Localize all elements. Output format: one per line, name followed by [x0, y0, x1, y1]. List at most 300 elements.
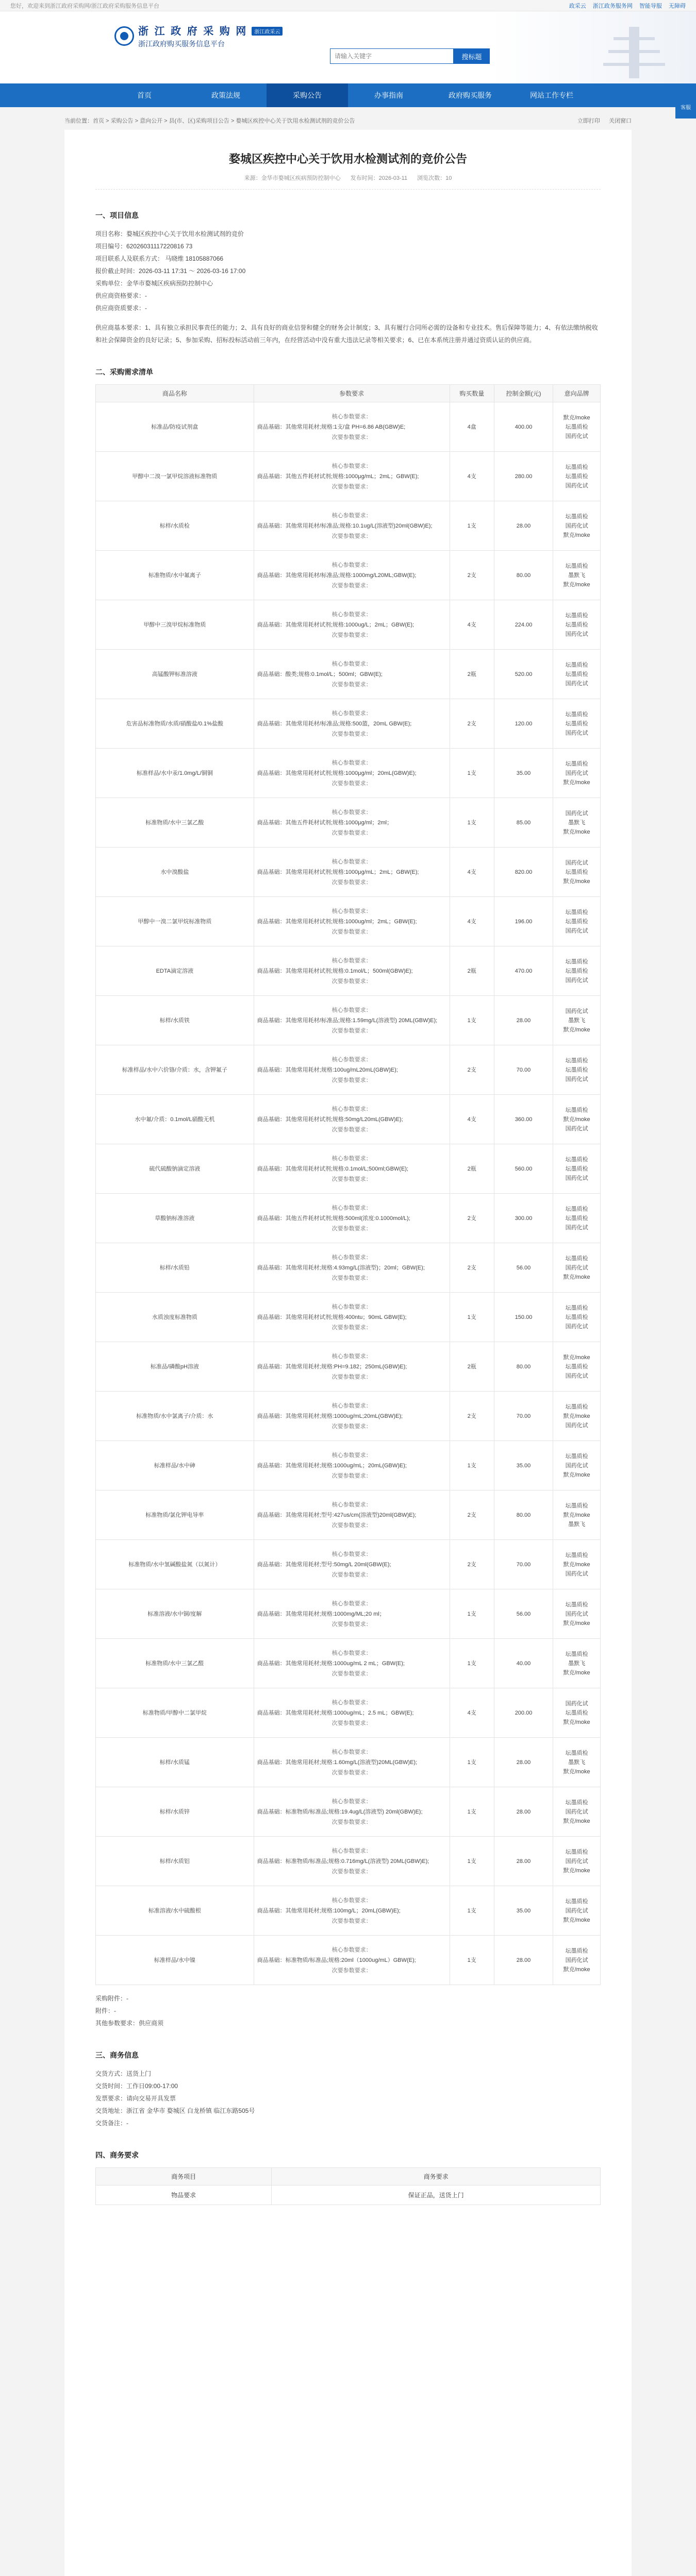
item-brands: [553, 551, 601, 600]
spec-core-label: 核心参数要求：: [332, 1501, 372, 1508]
brand-name: 默克/moke: [563, 1561, 590, 1568]
spec-text: 商品基础：其他常用耗材;型号:427us/cm(溶液型)20ml(GBW)E);: [257, 1512, 417, 1518]
breadcrumb[interactable]: 当前位置：首页 > 采购公告 > 意向公开 > 县(市、区)采购项目公告 > 婺城区疾控中心关于饮用水检测试剂的竞价公告: [64, 118, 355, 124]
spec-text: 商品基础：其他常用耗材;规格:1000ug/mL；20mL(GBW)E);: [257, 1462, 407, 1469]
item-spec: [254, 1936, 450, 1985]
item-qty: 1支: [450, 1787, 494, 1837]
item-name: 草酸钠标准溶液: [96, 1194, 254, 1243]
item-qty: 2瓶: [450, 1342, 494, 1392]
spec-secondary-label: 次要参数要求：: [332, 1027, 372, 1034]
item-price: 70.00: [494, 1392, 553, 1441]
item-name: 标准品/磷酸pH溶液: [96, 1342, 254, 1392]
nav-home[interactable]: 首页: [137, 91, 152, 99]
spec-text: 商品基础：其他常用耗材;规格:1000ug/mL;20mL(GBW)E);: [257, 1413, 403, 1419]
table-row: [96, 1787, 601, 1837]
item-price: 35.00: [494, 749, 553, 798]
table-row: [96, 1392, 601, 1441]
main-nav: [0, 83, 696, 107]
meta-views: 浏览次数：10: [417, 175, 452, 181]
item-name: 硫代硫酸钠滴定溶液: [96, 1144, 254, 1194]
table-row: [96, 1243, 601, 1293]
item-name: 标准物质/水中氯离子/介质：水: [96, 1392, 254, 1441]
business-line: 交货方式：送货上门: [95, 2070, 152, 2077]
brand-name: 坛墨质检: [565, 918, 588, 925]
item-name: 标准样品/水中砷: [96, 1441, 254, 1490]
item-brands: [553, 1837, 601, 1886]
spec-secondary-label: 次要参数要求：: [332, 1571, 372, 1578]
item-price: 400.00: [494, 402, 553, 452]
item-qty: 1支: [450, 1293, 494, 1342]
spec-core-label: 核心参数要求：: [332, 1205, 372, 1211]
item-price: 470.00: [494, 946, 553, 996]
item-name: 标准物质/水中三氯乙酸: [96, 798, 254, 848]
brand-name: 墨默飞: [568, 572, 586, 579]
spec-secondary-label: 次要参数要求：: [332, 1077, 372, 1083]
item-qty: 4支: [450, 600, 494, 650]
col-price: 控制金额(元): [494, 385, 553, 402]
spec-text: 商品基础：其他常用耗材;规格:1支/盒 PH=6.86 AB(GBW)E;: [257, 423, 406, 430]
spec-secondary-label: 次要参数要求：: [332, 1176, 372, 1182]
brand-name: 国药化试: [565, 1858, 588, 1865]
brand-name: 国药化试: [565, 1076, 588, 1082]
spec-core-label: 核心参数要求：: [332, 1897, 372, 1904]
brand-name: 默克/moke: [563, 1471, 590, 1478]
item-spec: [254, 650, 450, 699]
spec-secondary-label: 次要参数要求：: [332, 879, 372, 886]
item-brands: [553, 650, 601, 699]
item-price: 40.00: [494, 1639, 553, 1688]
brand-name: 墨默飞: [568, 819, 586, 826]
supplier-requirements: 供应商基本要求：1、具有独立承担民事责任的能力；2、具有良好的商业信誉和健全的财务会计制度；3、具有履行合同所必需的设备和专业技术。售后保障等能力；4、有依法缴纳税收和社会保障资金的良好记录；5、参加采购、招标投标活动前三年内，在经营活动中没有重大违法记录等相关要求；6、已在本系统注册并通过资质认证的供应商。: [95, 324, 598, 344]
brand-name: 坛墨质检: [565, 958, 588, 965]
brand-name: 国药化试: [565, 977, 588, 984]
top-bar: [0, 0, 696, 11]
brand-name: 国药化试: [565, 1957, 588, 1963]
item-brands: [553, 1144, 601, 1194]
spec-secondary-label: 次要参数要求：: [332, 1621, 372, 1628]
close-window-button[interactable]: 关闭窗口: [609, 118, 632, 124]
table-row: [96, 1095, 601, 1144]
brand-name: 坛墨质检: [565, 1502, 588, 1509]
welcome-notice: 您好，欢迎来到浙江政府采购网/浙江政府采购服务信息平台: [10, 3, 160, 9]
brand-name: 坛墨质检: [565, 720, 588, 727]
spec-secondary-label: 次要参数要求：: [332, 978, 372, 985]
item-spec: [254, 1342, 450, 1392]
spec-core-label: 核心参数要求：: [332, 809, 372, 816]
spec-core-label: 核心参数要求：: [332, 1650, 372, 1656]
item-spec: [254, 1392, 450, 1441]
table-row: [96, 2185, 601, 2205]
section-project-info-title: 一、项目信息: [95, 211, 139, 219]
item-spec: [254, 946, 450, 996]
item-brands: [553, 1194, 601, 1243]
item-price: 80.00: [494, 1342, 553, 1392]
brand-name: 坛墨质检: [565, 1552, 588, 1558]
print-button[interactable]: 立即打印: [577, 118, 600, 124]
spec-core-label: 核心参数要求：: [332, 1007, 372, 1013]
brand-name: 国药化试: [565, 927, 588, 934]
spec-core-label: 核心参数要求：: [332, 1353, 372, 1360]
item-price: 56.00: [494, 1589, 553, 1639]
brand-name: 国药化试: [565, 1224, 588, 1231]
business-item: 物品要求: [96, 2185, 272, 2205]
item-spec: [254, 897, 450, 946]
item-spec: [254, 551, 450, 600]
item-spec: [254, 1639, 450, 1688]
item-qty: 1支: [450, 1837, 494, 1886]
spec-secondary-label: 次要参数要求：: [332, 1225, 372, 1232]
section-business-title: 三、商务信息: [95, 2051, 139, 2059]
search-input[interactable]: [330, 48, 454, 64]
meta-date: 发布时间：2026-03-11: [350, 175, 408, 181]
item-spec: [254, 848, 450, 897]
section-items-title: 二、采购需求清单: [95, 368, 153, 376]
item-name: 标准品/防疫试剂盒: [96, 402, 254, 452]
nav-announcements[interactable]: 采购公告: [267, 83, 348, 107]
nav-policy[interactable]: 政策法规: [211, 91, 240, 99]
item-brands: [553, 1441, 601, 1490]
brand-name: 坛墨质检: [565, 711, 588, 718]
item-brands: [553, 798, 601, 848]
brand-name: 默克/moke: [563, 1354, 590, 1361]
page-title: 婺城区疾控中心关于饮用水检测试剂的竞价公告: [228, 152, 467, 165]
top-links: [564, 2, 686, 10]
table-row: [96, 1540, 601, 1589]
item-qty: 1支: [450, 798, 494, 848]
item-spec: [254, 798, 450, 848]
spec-secondary-label: 次要参数要求：: [332, 533, 372, 539]
business-lines: [95, 2067, 601, 2129]
brand-name: 坛墨质检: [565, 1066, 588, 1073]
brand-name: 国药化试: [565, 1175, 588, 1181]
table-row: [96, 1194, 601, 1243]
brand-name: 坛墨质检: [565, 1750, 588, 1756]
item-qty: 1支: [450, 749, 494, 798]
brand-name: 坛墨质检: [565, 513, 588, 520]
spec-core-label: 核心参数要求：: [332, 858, 372, 865]
col-business-item: 商务项目: [96, 2168, 272, 2185]
item-name: 标准物质/水中氟离子: [96, 551, 254, 600]
item-qty: 2支: [450, 699, 494, 749]
item-spec: [254, 1441, 450, 1490]
item-brands: [553, 452, 601, 501]
nav-guide[interactable]: 办事指南: [374, 91, 403, 99]
brand-name: 坛墨质检: [565, 671, 588, 677]
spec-core-label: 核心参数要求：: [332, 413, 372, 420]
nav-columns[interactable]: 网站工作专栏: [530, 91, 573, 99]
spec-core-label: 核心参数要求：: [332, 1056, 372, 1063]
brand-name: 坛墨质检: [565, 760, 588, 767]
spec-text: 商品基础：其他常用耗材;规格:100mg/L；20mL(GBW)E);: [257, 1907, 401, 1914]
spec-text: 商品基础：其他常用耗材;规格:PH=9.182；250mL(GBW)E);: [257, 1363, 407, 1370]
item-qty: 1支: [450, 501, 494, 551]
business-req: 保证正品，送货上门: [272, 2185, 601, 2205]
breadcrumb-bar: [64, 111, 632, 130]
site-logo[interactable]: [114, 23, 283, 49]
brand-name: 国药化试: [565, 631, 588, 637]
brand-name: 墨默飞: [568, 1660, 586, 1667]
item-brands: [553, 402, 601, 452]
spec-secondary-label: 次要参数要求：: [332, 928, 372, 935]
table-row: [96, 1144, 601, 1194]
item-name: 甲醇中一溴二氯甲烷标准物质: [96, 897, 254, 946]
spec-secondary-label: 次要参数要求：: [332, 1275, 372, 1281]
spec-secondary-label: 次要参数要求：: [332, 1769, 372, 1776]
table-row: [96, 946, 601, 996]
spec-text: 商品基础：其他常用耗材试剂;规格:1000ug/L；2mL；GBW(E);: [257, 621, 415, 628]
spec-text: 商品基础：其他常用耗材试剂;规格:400ntu；90mL GBW(E);: [257, 1314, 407, 1320]
brand-name: 国药化试: [565, 680, 588, 687]
table-row: [96, 501, 601, 551]
business-line: 交货时间：工作日09:00-17:00: [95, 2082, 178, 2090]
table-row: [96, 996, 601, 1045]
spec-text: 商品基础：其他常用耗材;规格:1000ug/mL 2 mL；GBW(E);: [257, 1660, 405, 1667]
table-row: [96, 848, 601, 897]
brand-name: 国药化试: [565, 1422, 588, 1429]
spec-secondary-label: 次要参数要求：: [332, 1967, 372, 1974]
item-spec: [254, 501, 450, 551]
item-price: 80.00: [494, 551, 553, 600]
brand-name: 坛墨质检: [565, 1898, 588, 1905]
table-row: [96, 551, 601, 600]
spec-text: 商品基础：标准物质/标准品;规格:0.716mg/L(溶液型) 20ML(GBW)E);: [257, 1858, 429, 1865]
spec-core-label: 核心参数要求：: [332, 1551, 372, 1557]
spec-text: 商品基础：标准物质/标准品;规格:20ml（1000ug/mL）GBW(E);: [257, 1957, 416, 1963]
table-row: [96, 1589, 601, 1639]
item-brands: [553, 1936, 601, 1985]
item-name: 危害品标准物质/水质/硝酸盐/0.1%盐酸: [96, 699, 254, 749]
top-link-0[interactable]: 政采云: [569, 3, 586, 9]
table-row: [96, 402, 601, 452]
brand-name: 坛墨质检: [565, 869, 588, 875]
spec-core-label: 核心参数要求：: [332, 957, 372, 964]
spec-core-label: 核心参数要求：: [332, 463, 372, 469]
item-spec: [254, 996, 450, 1045]
article: [64, 130, 632, 2576]
spec-text: 商品基础：其他五件耗材试剂;规格:1000μg/mL；2mL；GBW(E);: [257, 473, 419, 480]
spec-secondary-label: 次要参数要求：: [332, 1324, 372, 1331]
brand-name: 坛墨质检: [565, 1799, 588, 1806]
table-row: [96, 1441, 601, 1490]
brand-name: 国药化试: [565, 522, 588, 529]
spec-core-label: 核心参数要求：: [332, 759, 372, 766]
info-line: 供应商资质要求：-: [95, 304, 147, 312]
item-name: 水中溴酸盐: [96, 848, 254, 897]
business-requirements-table: [95, 2167, 601, 2205]
table-row: [96, 1342, 601, 1392]
item-brands: [553, 1293, 601, 1342]
spec-secondary-label: 次要参数要求：: [332, 1126, 372, 1133]
brand-name: 国药化试: [565, 1372, 588, 1379]
spec-core-label: 核心参数要求：: [332, 512, 372, 519]
item-name: 标样/水质铁: [96, 996, 254, 1045]
item-brands: [553, 1787, 601, 1837]
item-brands: [553, 1045, 601, 1095]
item-name: 标准溶液/水中硫酸根: [96, 1886, 254, 1936]
item-name: 水质浊度标准物质: [96, 1293, 254, 1342]
table-row: [96, 1639, 601, 1688]
note-line: 采购附件：-: [95, 1995, 128, 2002]
spec-core-label: 核心参数要求：: [332, 1848, 372, 1854]
item-qty: 2支: [450, 1540, 494, 1589]
brand-name: 国药化试: [565, 1907, 588, 1914]
spec-secondary-label: 次要参数要求：: [332, 1720, 372, 1726]
spec-core-label: 核心参数要求：: [332, 611, 372, 618]
item-name: 标样/水质锌: [96, 1787, 254, 1837]
item-qty: 4支: [450, 897, 494, 946]
info-line: 项目编号：62026031117220816 73: [95, 243, 193, 250]
brand-name: 默克/moke: [563, 414, 590, 421]
brand-name: 国药化试: [565, 1462, 588, 1469]
brand-name: 默克/moke: [563, 1620, 590, 1626]
item-spec: [254, 1490, 450, 1540]
brand-name: 坛墨质检: [565, 1363, 588, 1370]
item-qty: 2瓶: [450, 946, 494, 996]
spec-text: 商品基础：酸类;规格:0.1mol/L；500ml；GBW(E);: [257, 671, 383, 677]
brand-name: 坛墨质检: [565, 1947, 588, 1954]
spec-core-label: 核心参数要求：: [332, 1106, 372, 1112]
item-brands: [553, 1342, 601, 1392]
item-price: 28.00: [494, 1837, 553, 1886]
info-line: 供应商资格要求：-: [95, 292, 147, 299]
item-price: 120.00: [494, 699, 553, 749]
brand-name: 坛墨质检: [565, 662, 588, 668]
table-row: [96, 1936, 601, 1985]
item-price: 28.00: [494, 1787, 553, 1837]
business-line: 发票要求：请向交易开具发票: [95, 2095, 176, 2102]
table-row: [96, 1886, 601, 1936]
items-after-notes: [95, 1992, 601, 2029]
spec-secondary-label: 次要参数要求：: [332, 582, 372, 589]
item-brands: [553, 1243, 601, 1293]
table-row: [96, 1837, 601, 1886]
item-name: 高锰酸钾标准溶液: [96, 650, 254, 699]
item-brands: [553, 749, 601, 798]
spec-secondary-label: 次要参数要求：: [332, 1374, 372, 1380]
brand-name: 国药化试: [565, 1808, 588, 1815]
nav-gov-services[interactable]: 政府购买服务: [449, 91, 492, 99]
item-qty: 2支: [450, 1194, 494, 1243]
brand-name: 国药化试: [565, 1570, 588, 1577]
item-price: 70.00: [494, 1540, 553, 1589]
table-row: [96, 452, 601, 501]
item-name: EDTA滴定溶液: [96, 946, 254, 996]
table-row: [96, 1293, 601, 1342]
item-brands: [553, 1490, 601, 1540]
spec-core-label: 核心参数要求：: [332, 1155, 372, 1162]
item-name: 标准样品/水中镍: [96, 1936, 254, 1985]
spec-core-label: 核心参数要求：: [332, 1303, 372, 1310]
brand-name: 墨默飞: [568, 1759, 586, 1766]
item-qty: 2瓶: [450, 650, 494, 699]
item-spec: [254, 1243, 450, 1293]
spec-text: 商品基础：其他常用耗材试剂;规格:1000μg/mL；2mL；GBW(E);: [257, 869, 419, 875]
item-price: 80.00: [494, 1490, 553, 1540]
item-price: 85.00: [494, 798, 553, 848]
item-spec: [254, 1144, 450, 1194]
spec-text: 商品基础：其他常用耗材试剂;规格:1000ug/ml；2mL；GBW(E);: [257, 918, 417, 925]
item-qty: 4支: [450, 848, 494, 897]
customer-service-button[interactable]: 客服: [675, 98, 696, 118]
item-brands: [553, 1540, 601, 1589]
top-link-3[interactable]: 无障碍: [669, 3, 686, 9]
note-line: 附件：-: [95, 2007, 116, 2014]
item-brands: [553, 1392, 601, 1441]
spec-text: 商品基础：其他常用耗材/标准品;规格:1000mg/L20ML;GBW(E);: [257, 572, 417, 579]
item-brands: [553, 1639, 601, 1688]
business-line: 交货地址：浙江省 金华市 婺城区 白龙桥镇 临江东路505号: [95, 2107, 255, 2114]
spec-text: 商品基础：其他常用耗材/标准品;规格:10.1ug/L(溶液型)20ml(GBW)E);: [257, 522, 433, 529]
table-row: [96, 749, 601, 798]
search-title-button[interactable]: 搜标题: [454, 48, 490, 64]
spec-text: 商品基础：其他常用耗材;规格:1000ug/mL；2.5 mL；GBW(E);: [257, 1709, 414, 1716]
item-qty: 4支: [450, 452, 494, 501]
top-link-1[interactable]: 浙江政务服务网: [592, 3, 633, 9]
table-row: [96, 699, 601, 749]
brand-name: 国药化试: [565, 859, 588, 866]
brand-name: 国药化试: [565, 810, 588, 817]
meta-source: 来源：金华市婺城区疾病预防控制中心: [244, 175, 341, 181]
item-brands: [553, 996, 601, 1045]
table-row: [96, 897, 601, 946]
item-brands: [553, 699, 601, 749]
item-name: 标准样品/水中汞/1.0mg/L/铜铜: [96, 749, 254, 798]
item-spec: [254, 1194, 450, 1243]
brand-name: 国药化试: [565, 1125, 588, 1132]
brand-name: 坛墨质检: [565, 1453, 588, 1460]
top-link-2[interactable]: 智能导服: [639, 3, 662, 9]
header-decoration: [490, 11, 696, 83]
spec-secondary-label: 次要参数要求：: [332, 434, 372, 440]
item-spec: [254, 1540, 450, 1589]
item-name: 标样/水质铝: [96, 1837, 254, 1886]
item-qty: 4支: [450, 1688, 494, 1738]
brand-name: 坛墨质检: [565, 612, 588, 619]
brand-name: 默克/moke: [563, 1966, 590, 1973]
item-price: 224.00: [494, 600, 553, 650]
note-line: 其他参数要求：供应商须: [95, 2020, 164, 2027]
item-name: 标准物质/甲醇中二氯甲烷: [96, 1688, 254, 1738]
spec-core-label: 核心参数要求：: [332, 1600, 372, 1607]
brand-name: 坛墨质检: [565, 1156, 588, 1163]
brand-name: 墨默飞: [568, 1521, 586, 1528]
brand-name: 默克/moke: [563, 1719, 590, 1725]
logo-badge: 浙江政采云: [252, 27, 283, 36]
spec-secondary-label: 次要参数要求：: [332, 731, 372, 737]
brand-name: 默克/moke: [563, 581, 590, 588]
item-spec: [254, 1837, 450, 1886]
item-price: 520.00: [494, 650, 553, 699]
spec-text: 商品基础：其他常用耗材/标准品;规格:500篮，20mL GBW(E);: [257, 720, 412, 727]
item-qty: 4支: [450, 1095, 494, 1144]
item-qty: 4盒: [450, 402, 494, 452]
brand-name: 默克/moke: [563, 1669, 590, 1676]
item-qty: 2支: [450, 1045, 494, 1095]
brand-name: 国药化试: [565, 1264, 588, 1271]
item-qty: 2支: [450, 1490, 494, 1540]
item-price: 28.00: [494, 996, 553, 1045]
item-qty: 1支: [450, 1589, 494, 1639]
item-spec: [254, 1688, 450, 1738]
item-price: 196.00: [494, 897, 553, 946]
item-brands: [553, 1738, 601, 1787]
spec-text: 商品基础：其他常用耗材/标准品;规格:1.59mg/L(溶液型) 20ML(GBW)E);: [257, 1017, 438, 1024]
spec-secondary-label: 次要参数要求：: [332, 1522, 372, 1529]
item-name: 水中氟/介质：0.1mol/L硝酸无机: [96, 1095, 254, 1144]
item-qty: 1支: [450, 996, 494, 1045]
item-price: 28.00: [494, 1738, 553, 1787]
spec-text: 商品基础：其他常用耗材试剂;规格:1000μg/ml；20mL(GBW)E);: [257, 770, 417, 776]
